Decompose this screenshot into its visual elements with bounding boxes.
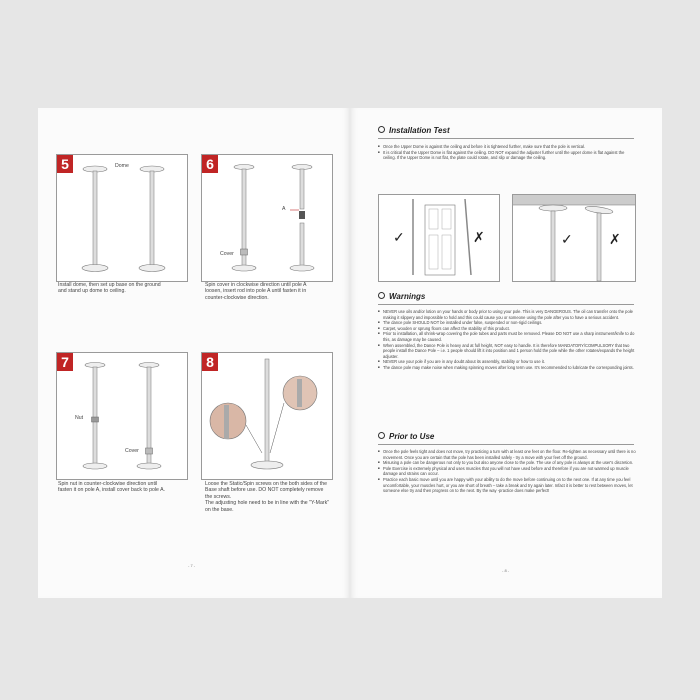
warnings-list [378, 309, 636, 371]
dome-flat-test-diagram [512, 194, 636, 282]
installation-test-heading: Installation Test [378, 126, 450, 135]
step-8-caption: Loose the Static/Spin screws on the both sides of the Base shaft before use. DO NOT completely remove the screws. The adjusting hole need to be in line with the "Y-Mark" on the base. [205, 481, 330, 513]
step-6-illustration [202, 155, 332, 281]
list-item: ■ Misusing a pole can be dangerous not only to you but also anyone close to the pole. The use of any pole is always at the user's discretion. [378, 460, 636, 466]
list-item: ■ NEVER use your pole if you are in any doubt about its assembly, stability or how to use it. [378, 359, 636, 365]
list-item: ■ The dance pole SHOULD NOT be installed under false, suspended or non-rigid ceilings. [378, 320, 636, 326]
installation-test-list [378, 144, 636, 161]
list-item: ■ Once the Upper Dome is against the ceiling and before it is tightened further, make sure that the pole is vertical. [378, 144, 636, 150]
step-6-number: 6 [202, 155, 218, 173]
step-6-panel [201, 154, 333, 282]
cover-label: Cover [220, 251, 234, 257]
step-8-illustration [202, 353, 332, 479]
list-item: ■ Carpet, wooden or sprung floors can affect the stability of this product. [378, 326, 636, 332]
list-item: ■ Once the pole feels tight and does not move, try practicing a turn with at least one feet on the floor. Re-tighten as necessary until there is no movement. Once you are certain that the pole has been installed safely - try a move with your feet off the ground. [378, 449, 636, 460]
list-item: ■ When assembled, the Dance Pole is heavy and at full height, NOT easy to handle. It is therefore MANDATORY/COMPULSORY that two people install the Dance Pole – i.e. 1 people should lift it into position and 1 person hold the pole while the other rotates/expands the height adjuster. [378, 343, 636, 360]
nut-label: Nut [75, 415, 84, 421]
list-item: ■ Practice each basic move until you are happy with your ability to do the move before continuing on to the next one. If at any time you feel uncomfortable, your muscles hurt, or you are short of breath – take a break and try again later. Infact it is better to rest between moves, let someone else try and then progress on to the next. By the way -practice does make perfect! [378, 477, 636, 494]
dome-label: Dome [115, 163, 129, 169]
divider [378, 138, 634, 139]
step-8-panel [201, 352, 333, 480]
step-6-caption: Spin cover in clockwise direction until pole A loosen, insert rod into pole A until fasten it in counter-clockwise direction. [205, 282, 307, 301]
page-number-right: - 8 - [502, 568, 510, 573]
cross-icon: ✗ [609, 231, 621, 247]
right-page [350, 108, 662, 598]
step-5-illustration [57, 155, 187, 281]
page-number-left: - 7 - [188, 563, 196, 568]
divider [378, 304, 634, 305]
divider [378, 444, 634, 445]
check-icon: ✓ [561, 231, 573, 247]
bullet-circle-icon [378, 126, 385, 133]
prior-to-use-heading: Prior to Use [378, 432, 434, 441]
vertical-pole-test-diagram [378, 194, 500, 282]
bullet-circle-icon [378, 432, 385, 439]
list-item: ■ It is critical that the Upper Dome is flat against the ceiling. DO NOT expand the adjuster further until the upper dome is flat against the ceiling. If the Upper Dome is not flat, the plate could rotate, and slip or damage the ceiling. [378, 150, 636, 161]
step-5-caption: Install dome, then set up base on the ground and stand up dome to ceiling. [58, 282, 161, 295]
step-5-panel [56, 154, 188, 282]
left-page [38, 108, 350, 598]
check-icon: ✓ [393, 229, 405, 245]
prior-to-use-list [378, 449, 636, 494]
bullet-circle-icon [378, 292, 385, 299]
list-item: ■ NEVER use oils and/or lotion on your hands or body prior to using your pole. This is very DANGEROUS. The oil can transfer onto the pole making it slippery and impossible to hold and this could cause you or someone using the pole after you to have a serious accident. [378, 309, 636, 320]
step-7-number: 7 [57, 353, 73, 371]
warnings-heading: Warnings [378, 292, 425, 301]
list-item: ■ The dance pole may make noise when making spinning moves after long term use. It's recommended to lubricate the corresponding joints. [378, 365, 636, 371]
step-8-number: 8 [202, 353, 218, 371]
cover-label: Cover [125, 448, 139, 454]
list-item: ■ Prior to installation, all shrink-wrap covering the pole tubes and parts must be removed. Please DO NOT use a sharp instrument/knife to do this, as damage may be caused. [378, 331, 636, 342]
pole-a-label: A [282, 206, 286, 212]
list-item: ■ Pole Exercise is extremely physical and uses muscles that you will not have used before and therefore if you are not warmed up muscle damage and strains can occur. [378, 466, 636, 477]
step-7-panel [56, 352, 188, 480]
step-5-number: 5 [57, 155, 73, 173]
step-7-caption: Spin nut in counter-clockwise direction until fasten it on pole A, install cover back to pole A. [58, 481, 165, 494]
cross-icon: ✗ [473, 229, 485, 245]
